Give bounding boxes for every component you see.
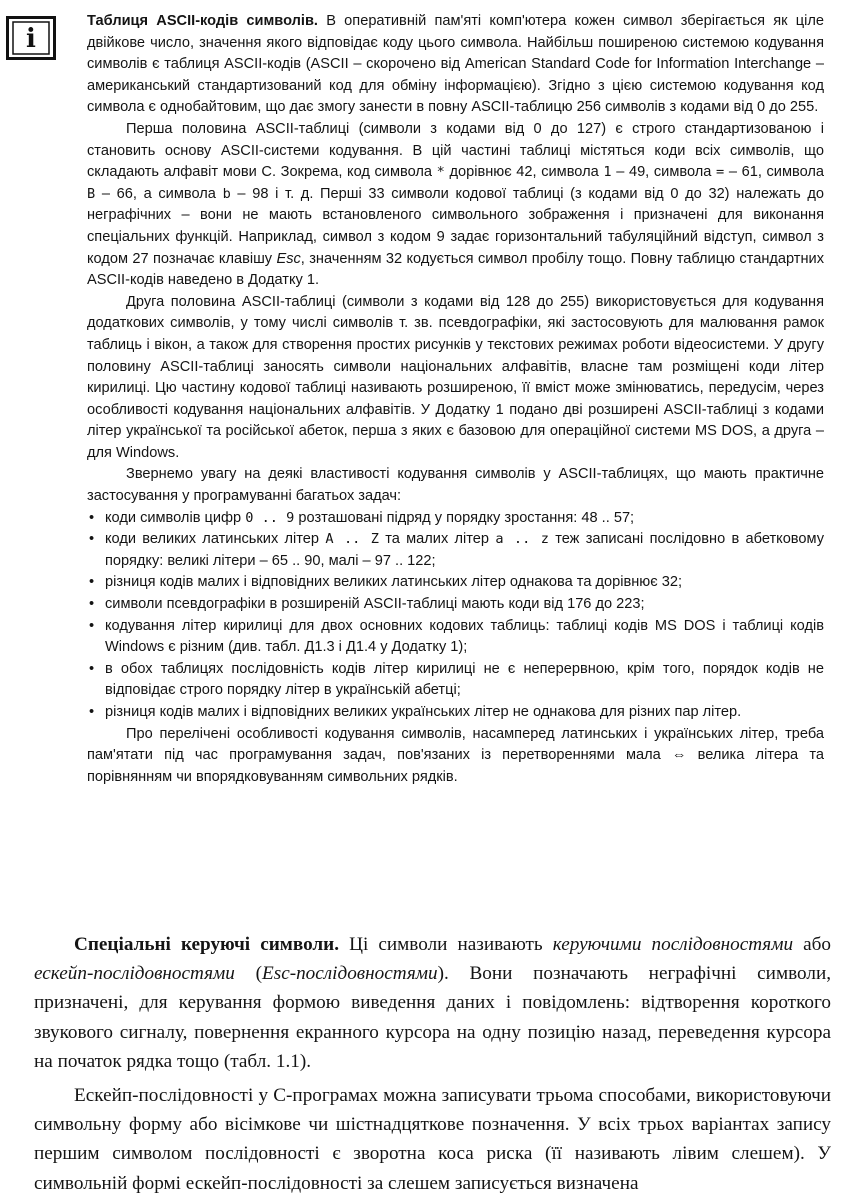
note-heading: Таблиця ASCII-кодів символів.: [87, 13, 318, 29]
note-second-half-paragraph: Друга половина ASCII-таблиці (символи з кодами від 128 до 255) використовується для кодування додаткових символів, у тому числі символів т. зв. псевдографіки, які застосовують для малювання рамок таблиць і вікон, а також для створення простих рисунків у текстових режимах роботи відеосистеми. У другу половину ASCII-таблиці заносять символи національних алфавітів, власне там розміщені коди літер кирилиці. Цю частину кодової таблиці називають розширеною, її вміст може змінюватись, передусім, через особливості кодування національних алфавітів. У Додатку 1 подано дві розширені ASCII-таблиці з кодами літер української та російської абеток, перша з яких є базовою для операційної системи MS DOS, а друга – для Windows.: [87, 293, 824, 461]
note-properties-intro: Звернемо увагу на деякі властивості кодування символів у ASCII-таблицях, що мають практичне застосування у програмуванні багатьох задач:: [87, 466, 824, 505]
note-intro-paragraph: Таблиця ASCII-кодів символів. В оперативній пам'яті комп'ютера кожен символ зберігається як ціле двійкове число, значення якого відповідає коду цього символа. Найбільш поширеною системою кодування символів є таблиця ASCII-кодів (ASCII – скорочено від American Standard Code for Information Interchange – американський стандартизований код для обміну інформацією). Згідно з цією системою кодування код символа є однобайтовим, що дає змогу занести в повну ASCII-таблицю 256 символів з кодами від 0 до 255.: [87, 13, 824, 116]
list-item: • коди великих латинських літер A .. Z та малих літер a .. z теж записані послідовно в абетковому порядку: великі літери – 65 .. 90, малі – 97 .. 122;: [87, 529, 824, 572]
properties-list: [87, 508, 824, 724]
svg-text:i: i: [26, 24, 36, 54]
list-item: • різниця кодів малих і відповідних великих латинських літер однакова та дорівнює 32;: [87, 572, 824, 594]
escape-sequences-paragraph: Ескейп-послідовності у С-програмах можна записувати трьома способами, використовуючи символьну форму або вісімкове чи шістнадцяткове позначення. У всіх трьох варіантах запису першим символом послідовності є зворотна коса риска (її називають лівим слешем). У символьній формі ескейп-послідовності за слешем записується визначена: [34, 1085, 831, 1194]
ascii-note: [87, 11, 824, 788]
list-item: • кодування літер кирилиці для двох основних кодових таблиць: таблиці кодів MS DOS і таблиці кодів Windows є різним (див. табл. Д1.3 і Д1.4 у Додатку 1);: [87, 616, 824, 659]
note-closing-paragraph: Про перелічені особливості кодування символів, насамперед латинських і українських літер, треба пам'ятати під час програмування задач, пов'язаних із перетвореннями мала ⇔ велика літера та порівнянням чи впорядковуванням символьних рядків.: [87, 725, 824, 785]
list-item: • різниця кодів малих і відповідних великих українських літер не однакова для різних пар літер.: [87, 702, 824, 724]
section-heading: Спеціальні керуючі символи.: [74, 934, 340, 955]
note-first-half-paragraph: Перша половина ASCII-таблиці (символи з кодами від 0 до 127) є строго стандартизованою і становить основу ASCII-системи кодування. В цій частині таблиці містяться коди всіх символів, що складають алфавіт мови С. Зокрема, код символа * дорівнює 42, символа 1 – 49, символа = – 61, символа B – 66, а символа b – 98 і т. д. Перші 33 символи кодової таблиці (з кодами від 0 до 32) належать до неграфічних – вони не мають встановленого символьного зображення і призначені для виконання спеціальних функцій. Наприклад, символ з кодом 9 задає горизонтальний табуляційний відступ, символ з кодом 27 позначає клавішу Esc, значенням 32 кодується символ пробілу тощо. Повну таблицю стандартних ASCII-кодів наведено в Додатку 1.: [87, 120, 825, 289]
list-item: • в обох таблицях послідовність кодів літер кирилиці не є неперервною, крім того, порядок кодів не відповідає строго порядку літер в українській абетці;: [87, 659, 824, 702]
info-icon: [6, 16, 56, 60]
control-chars-paragraph: Спеціальні керуючі символи. Ці символи називають керуючими послідовностями або ескейп-послідовностями (Esc-послідовностями). Вони позначають неграфічні символи, призначені, для керування формою виведення даних і повідомлень: відтворення короткого звукового сигналу, повернення екранного курсора на одну позицію назад, переведення курсора на початок рядка тощо (табл. 1.1).: [34, 934, 832, 1072]
list-item: • коди символів цифр 0 .. 9 розташовані підряд у порядку зростання: 48 .. 57;: [87, 508, 824, 530]
list-item: • символи псевдографіки в розширеній ASCII-таблиці мають коди від 176 до 223;: [87, 594, 824, 616]
main-text: [34, 930, 831, 1198]
